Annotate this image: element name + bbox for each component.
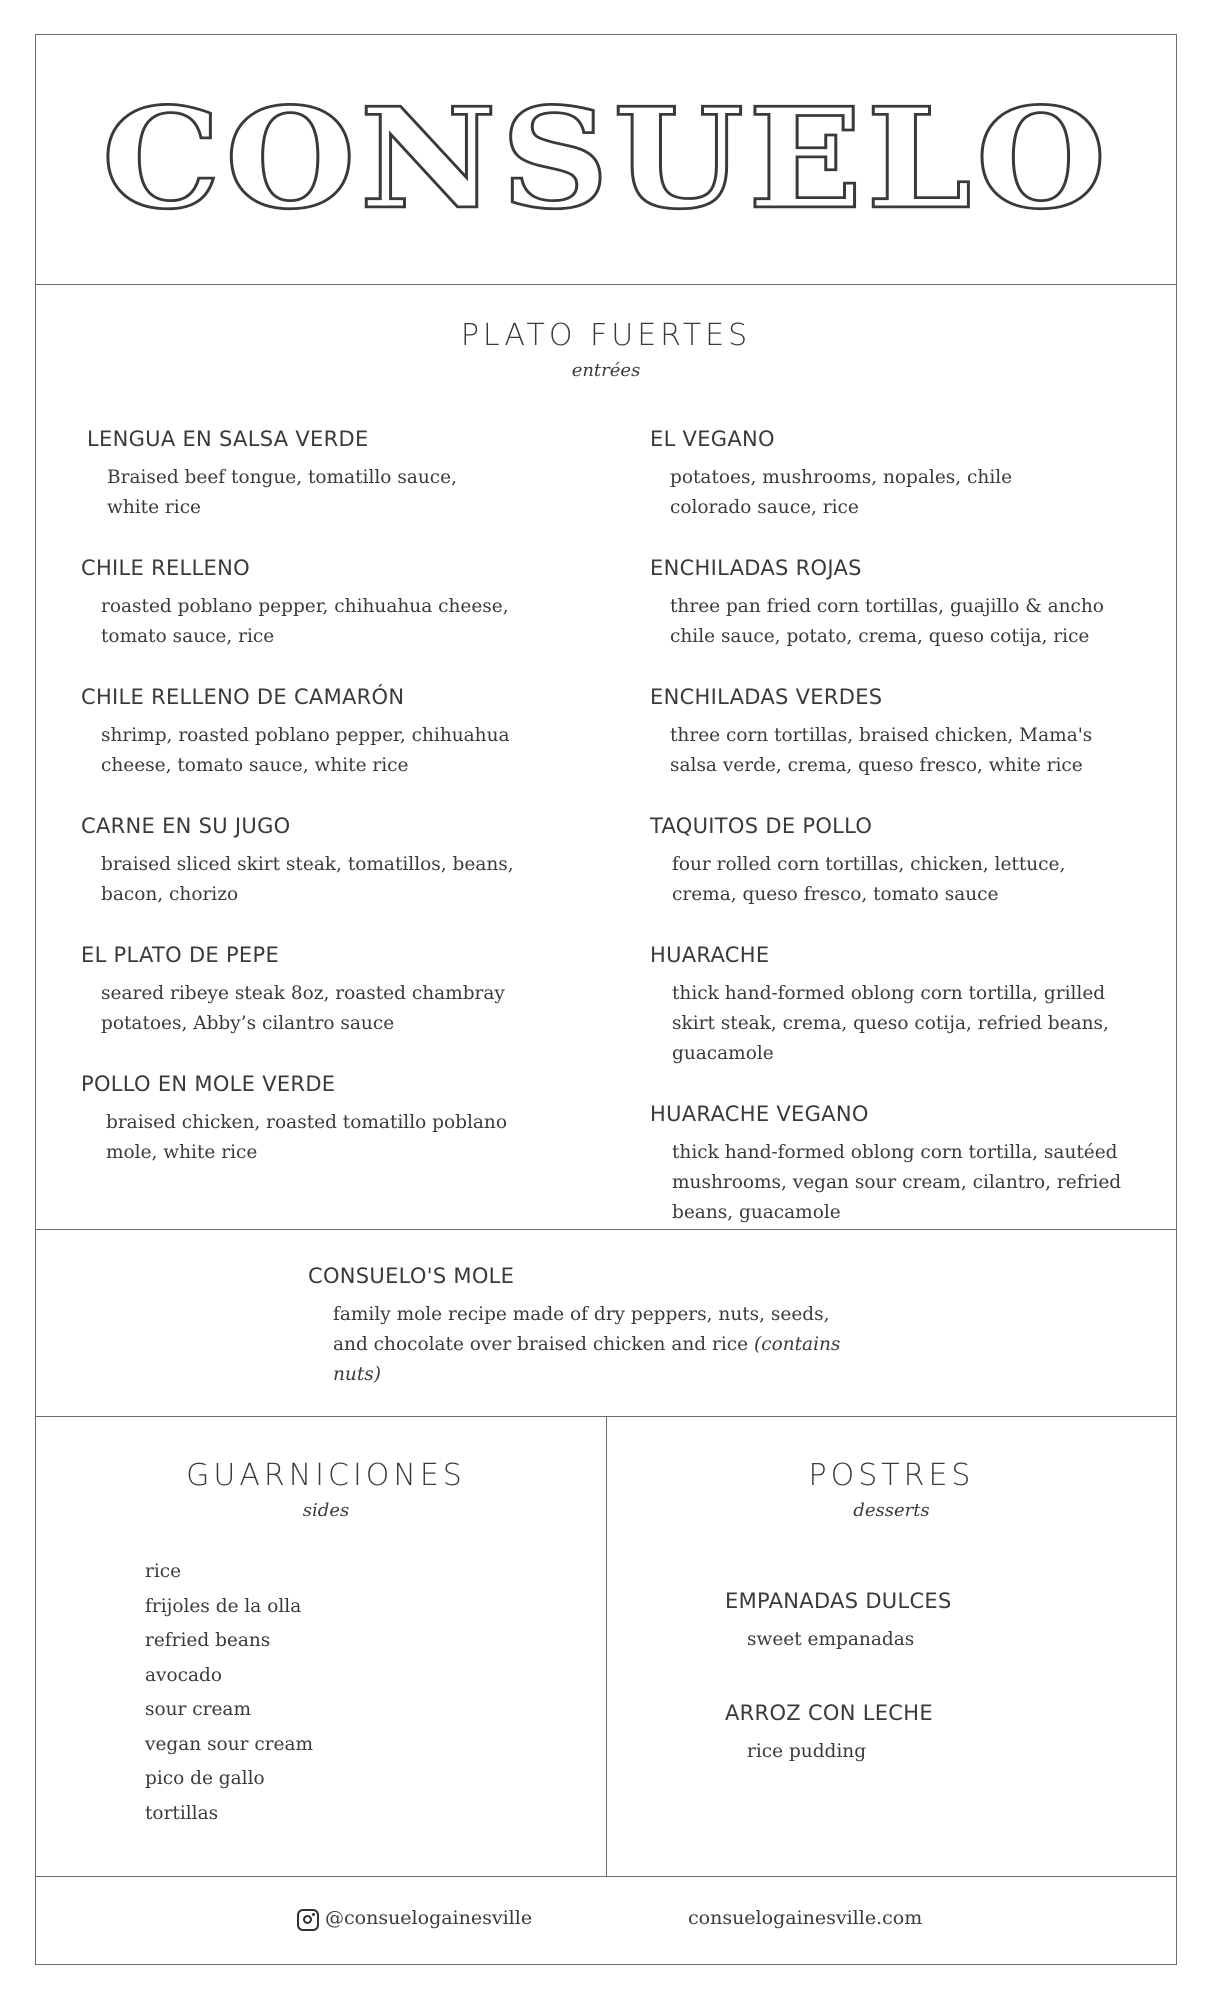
item-description — [308, 1300, 853, 1390]
divider — [35, 284, 1177, 285]
list-item: tortillas — [145, 1802, 219, 1824]
menu-item — [81, 685, 541, 781]
item-description: seared ribeye steak 8oz, roasted chambray potatoes, Abby’s cilantro sauce — [101, 983, 505, 1034]
menu-item — [725, 1701, 1125, 1767]
list-item: frijoles de la olla — [145, 1595, 302, 1617]
list-item: refried beans — [145, 1630, 271, 1651]
instagram-handle[interactable]: @consuelogainesville — [325, 1907, 533, 1929]
item-description: three pan fried corn tortillas, guajillo & ancho chile sauce, potato, crema, queso cotija, rice — [670, 596, 1104, 647]
menu-item — [81, 556, 541, 652]
item-name: CARNE EN SU JUGO — [81, 814, 291, 838]
item-description: braised sliced skirt steak, tomatillos, beans, bacon, chorizo — [101, 854, 514, 905]
item-name: ARROZ CON LECHE — [725, 1701, 933, 1725]
item-description: thick hand-formed oblong corn tortilla, grilled skirt steak, crema, queso cotija, refried beans, guacamole — [672, 983, 1109, 1064]
item-name: ENCHILADAS ROJAS — [650, 556, 862, 580]
mole-description: family mole recipe made of dry peppers, nuts, seeds, and chocolate over braised chicken and rice — [333, 1304, 830, 1355]
item-name: POLLO EN MOLE VERDE — [81, 1072, 336, 1096]
mole-item — [308, 1264, 888, 1390]
menu-item — [87, 427, 547, 523]
item-description: four rolled corn tortillas, chicken, lettuce, crema, queso fresco, tomato sauce — [672, 854, 1066, 905]
menu-item — [650, 427, 1110, 523]
sides-title: GUARNICIONES — [186, 1458, 466, 1493]
entrees-subtitle: entrées — [571, 360, 641, 381]
item-name: EMPANADAS DULCES — [725, 1589, 952, 1613]
item-description: rice pudding — [747, 1741, 867, 1762]
list-item: vegan sour cream — [145, 1733, 314, 1755]
item-description: three corn tortillas, braised chicken, Mama's salsa verde, crema, queso fresco, white rice — [670, 725, 1093, 776]
item-description: sweet empanadas — [747, 1629, 915, 1650]
divider — [35, 1229, 1177, 1230]
brand-logo — [35, 34, 1177, 284]
item-name: EL PLATO DE PEPE — [81, 943, 280, 967]
item-name: CHILE RELLENO — [81, 556, 250, 580]
item-name: EL VEGANO — [650, 427, 775, 451]
item-name: ENCHILADAS VERDES — [650, 685, 883, 709]
brand-name: CONSUELO — [101, 78, 1111, 240]
item-description: thick hand-formed oblong corn tortilla, sautéed mushrooms, vegan sour cream, cilantro, refried beans, guacamole — [672, 1142, 1122, 1223]
item-name: HUARACHE — [650, 943, 770, 967]
menu-item — [81, 943, 541, 1039]
menu-item — [650, 943, 1110, 1069]
sides-list — [145, 1555, 313, 1831]
sides-subtitle: sides — [302, 1500, 350, 1521]
item-description: potatoes, mushrooms, nopales, chile colorado sauce, rice — [670, 467, 1013, 518]
desserts-subtitle: desserts — [853, 1500, 930, 1521]
item-name: CHILE RELLENO DE CAMARÓN — [81, 685, 405, 709]
item-description: Braised beef tongue, tomatillo sauce, white rice — [107, 467, 457, 518]
list-item: avocado — [145, 1664, 222, 1686]
menu-item — [725, 1589, 1125, 1655]
item-name: HUARACHE VEGANO — [650, 1102, 869, 1126]
allergen-note: (contains nuts) — [333, 1334, 841, 1385]
menu-item — [650, 814, 1110, 910]
list-item: rice — [145, 1561, 182, 1582]
item-description: shrimp, roasted poblano pepper, chihuahua cheese, tomato sauce, white rice — [101, 725, 510, 776]
instagram-icon — [297, 1909, 319, 1931]
menu-item — [81, 1072, 541, 1168]
item-description: braised chicken, roasted tomatillo poblano mole, white rice — [106, 1112, 507, 1163]
menu-item — [650, 685, 1110, 781]
list-item: pico de gallo — [145, 1768, 265, 1789]
website-link[interactable]: consuelogainesville.com — [688, 1907, 923, 1929]
menu-item — [81, 814, 541, 910]
item-description: roasted poblano pepper, chihuahua cheese, tomato sauce, rice — [101, 596, 509, 647]
menu-item — [650, 556, 1110, 652]
desserts-title: POSTRES — [808, 1458, 975, 1493]
menu-item — [650, 1102, 1122, 1228]
item-name: CONSUELO'S MOLE — [308, 1264, 515, 1288]
list-item: sour cream — [145, 1699, 251, 1720]
divider — [35, 1876, 1177, 1877]
item-name: TAQUITOS DE POLLO — [650, 814, 873, 838]
entrees-title: PLATO FUERTES — [460, 318, 752, 353]
item-name: LENGUA EN SALSA VERDE — [87, 427, 369, 451]
